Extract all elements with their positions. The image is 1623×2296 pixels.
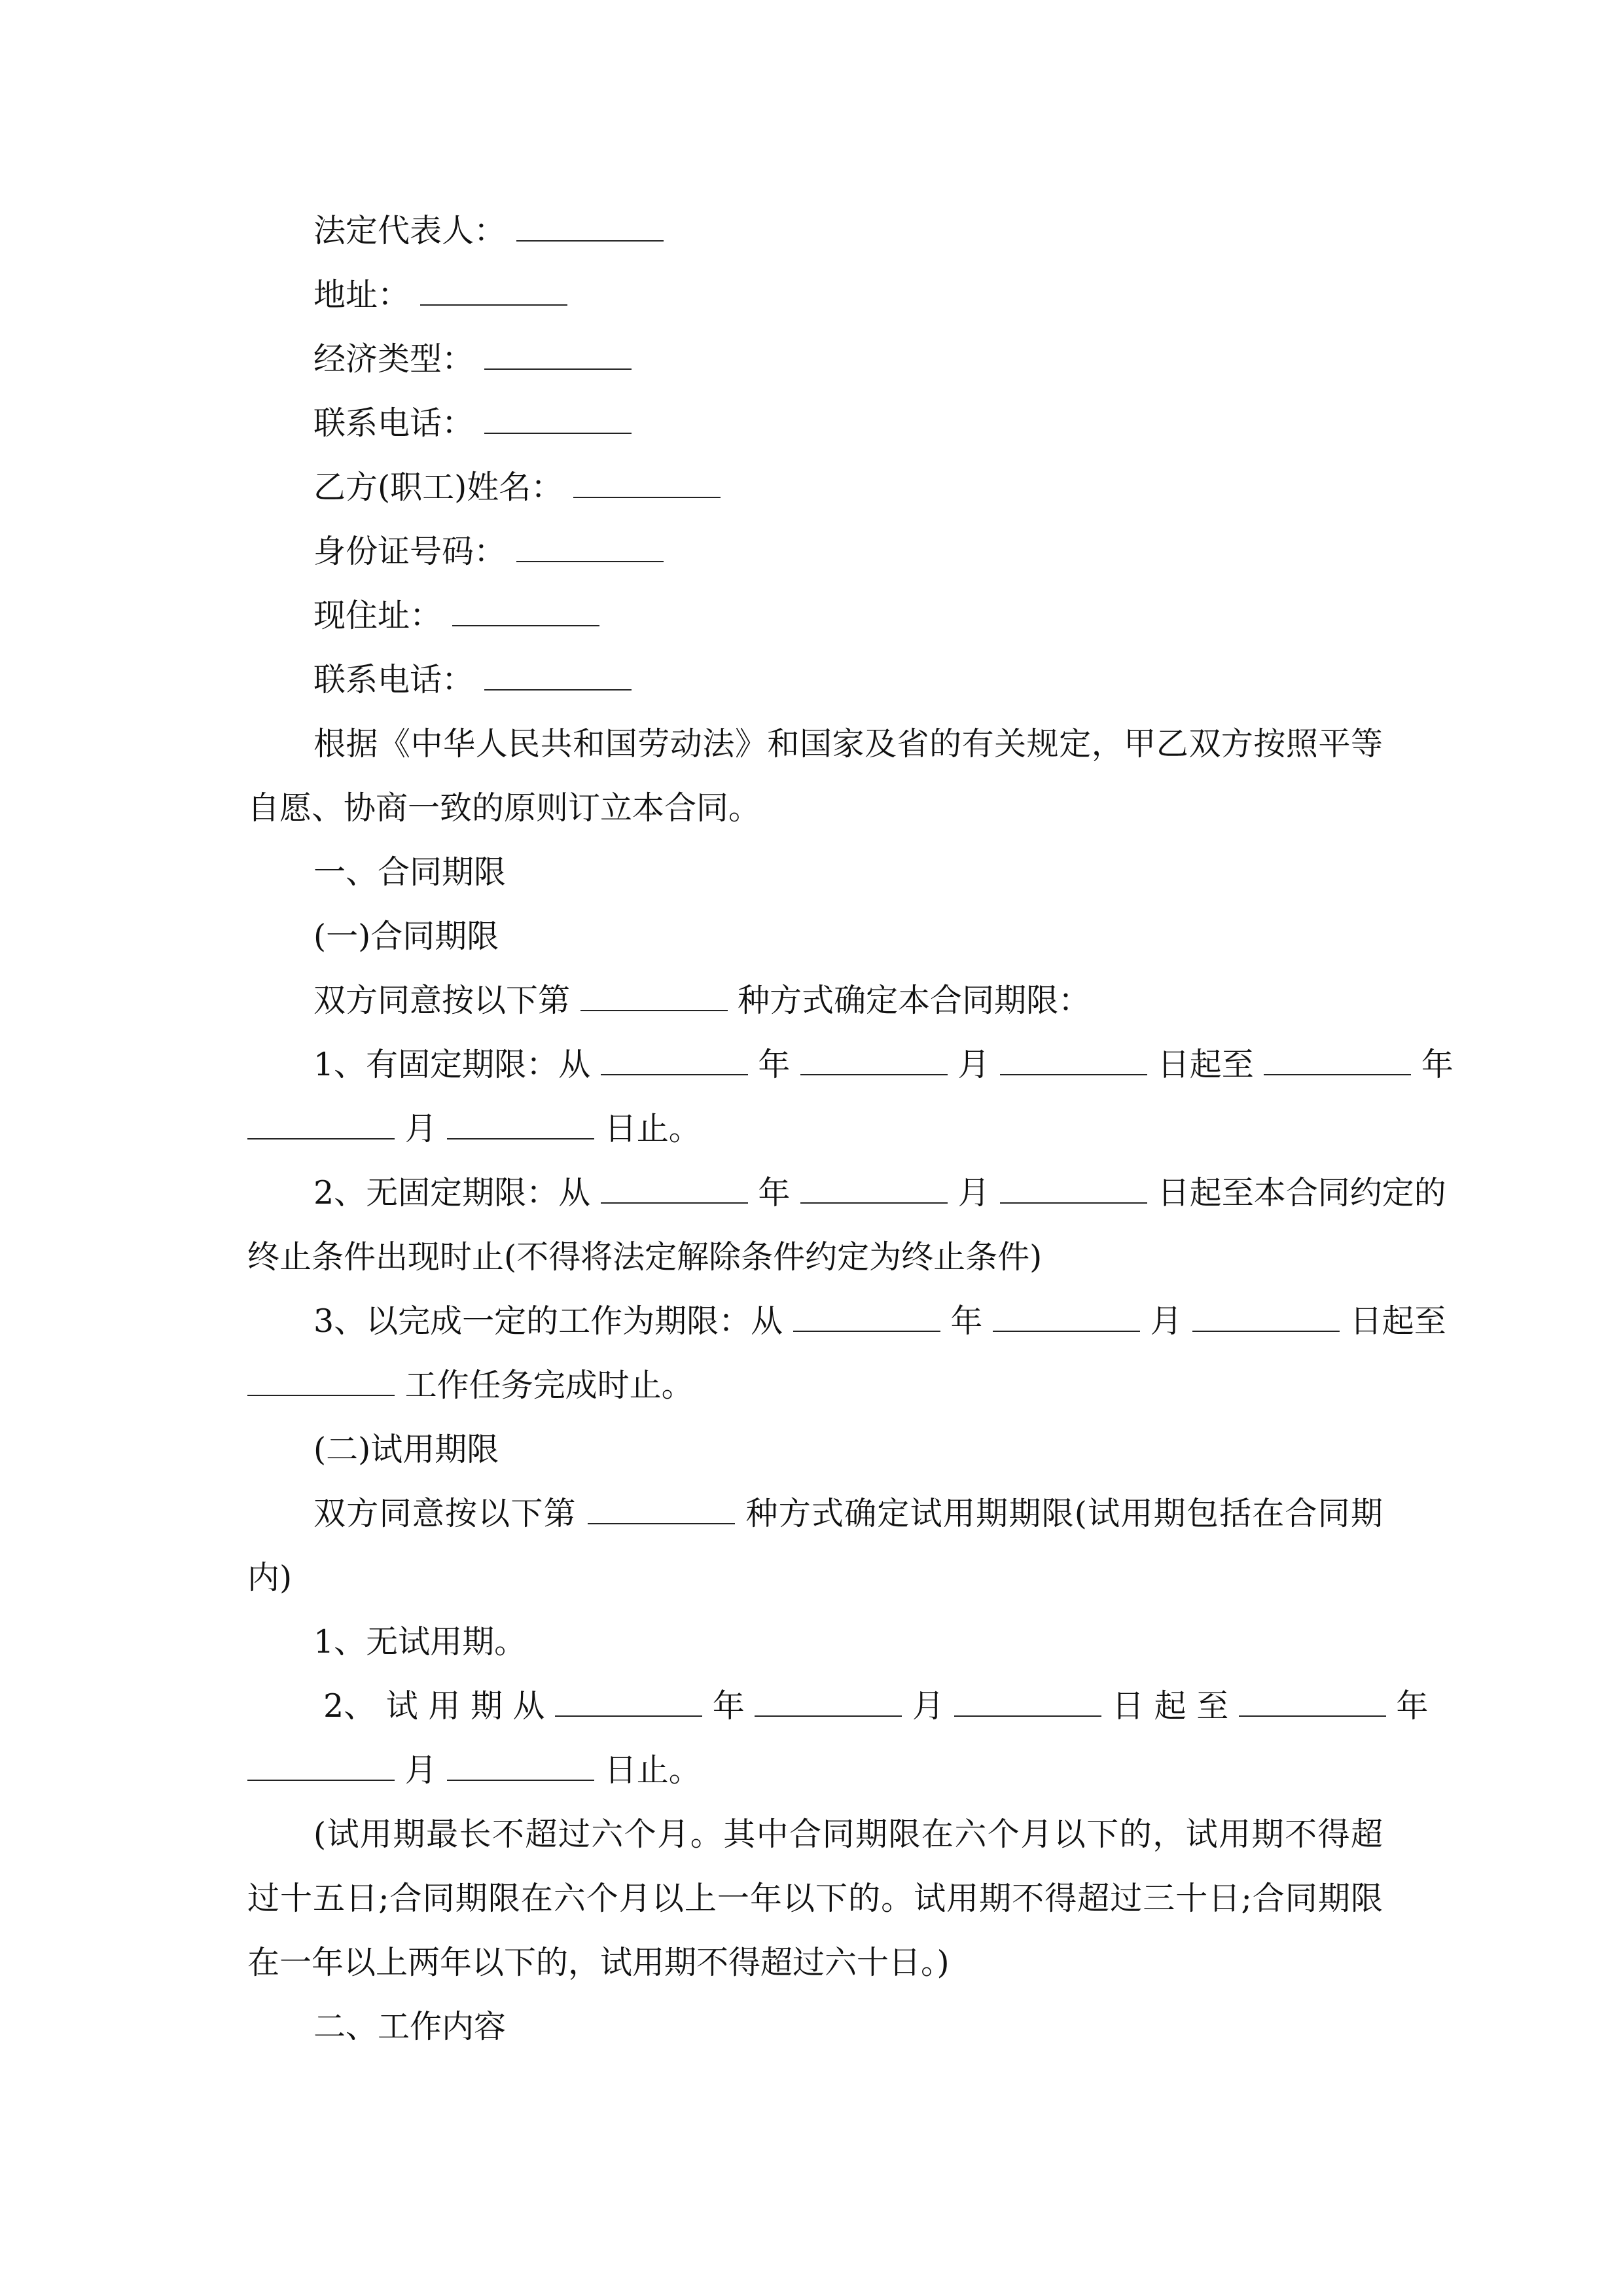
line-text: 年 xyxy=(1421,1046,1454,1083)
line-text: 工作任务完成时止。 xyxy=(404,1367,694,1404)
document-line xyxy=(247,776,1383,840)
document-line xyxy=(247,1225,1383,1289)
line-text: 日起至本合同约定的 xyxy=(1157,1174,1446,1211)
line-text: 联系电话： xyxy=(313,661,474,698)
fill-in-blank[interactable] xyxy=(601,1174,748,1204)
line-text: 月 xyxy=(912,1687,944,1725)
document-line xyxy=(247,1161,1446,1225)
line-text: 年 xyxy=(712,1687,745,1725)
document-line xyxy=(247,905,1383,969)
document-line xyxy=(247,1931,1383,1995)
line-text: 日起至 xyxy=(1157,1046,1254,1083)
fill-in-blank[interactable] xyxy=(555,1687,702,1717)
line-text: 日起至 xyxy=(1349,1302,1446,1340)
line-text: 地址： xyxy=(313,276,410,314)
fill-in-blank[interactable] xyxy=(993,1302,1140,1332)
fill-in-blank[interactable] xyxy=(800,1045,948,1075)
line-text: 种方式确定本合同期限： xyxy=(738,982,1091,1019)
line-text: (二)试用期限 xyxy=(313,1431,499,1468)
fill-in-blank[interactable] xyxy=(1192,1302,1340,1332)
line-text: 试 xyxy=(385,1687,418,1725)
fill-in-blank[interactable] xyxy=(484,340,632,370)
fill-in-blank[interactable] xyxy=(247,1109,395,1139)
fill-in-blank[interactable] xyxy=(1000,1045,1147,1075)
document-line xyxy=(247,648,1383,712)
fill-in-blank[interactable] xyxy=(1239,1687,1386,1717)
fill-in-blank[interactable] xyxy=(420,276,567,306)
fill-in-blank[interactable] xyxy=(447,1751,594,1781)
document-line xyxy=(247,584,1383,648)
document-line xyxy=(247,712,1383,776)
line-text: 2、无固定期限：从 xyxy=(313,1174,591,1211)
line-text: 从 xyxy=(512,1687,545,1725)
fill-in-blank[interactable] xyxy=(516,211,664,242)
line-text: 法定代表人： xyxy=(313,212,507,249)
document-line xyxy=(247,327,1383,391)
line-text: 2、 xyxy=(323,1687,376,1725)
line-text: 根据《中华人民共和国劳动法》和国家及省的有关规定，甲乙双方按照平等 xyxy=(313,725,1383,762)
fill-in-blank[interactable] xyxy=(516,532,664,562)
document-line xyxy=(247,1354,1383,1418)
line-text: 年 xyxy=(758,1046,791,1083)
line-text: 种方式确定试用期期限(试用期包括在合同期 xyxy=(745,1495,1383,1532)
line-text: 双方同意按以下第 xyxy=(313,1495,577,1532)
line-text: 日 xyxy=(1112,1687,1145,1725)
line-text: 月 xyxy=(1150,1302,1183,1340)
line-text: 内) xyxy=(247,1559,293,1596)
document-line xyxy=(247,1995,1383,2059)
document-line xyxy=(247,456,1383,520)
fill-in-blank[interactable] xyxy=(755,1687,902,1717)
document-line xyxy=(247,263,1383,327)
line-text: 日止。 xyxy=(604,1751,701,1789)
document-line xyxy=(247,1418,1383,1482)
line-text: 月 xyxy=(957,1174,990,1211)
line-text: 终止条件出现时止(不得将法定解除条件约定为终止条件) xyxy=(247,1238,1043,1276)
fill-in-blank[interactable] xyxy=(800,1174,948,1204)
document-line xyxy=(247,1097,1383,1161)
line-text: 双方同意按以下第 xyxy=(313,982,571,1019)
fill-in-blank[interactable] xyxy=(954,1687,1101,1717)
fill-in-blank[interactable] xyxy=(247,1366,395,1396)
fill-in-blank[interactable] xyxy=(484,404,632,434)
fill-in-blank[interactable] xyxy=(452,596,599,626)
line-text: 月 xyxy=(404,1110,437,1147)
line-text: 用 xyxy=(428,1687,461,1725)
line-text: 自愿、协商一致的原则订立本合同。 xyxy=(247,789,761,827)
fill-in-blank[interactable] xyxy=(580,981,728,1011)
document-line xyxy=(247,520,1383,584)
line-text: 月 xyxy=(404,1751,437,1789)
line-text: 3、以完成一定的工作为期限：从 xyxy=(313,1302,783,1340)
fill-in-blank[interactable] xyxy=(447,1109,594,1139)
document-line xyxy=(247,969,1383,1033)
line-text: 乙方(职工)姓名： xyxy=(313,469,563,506)
line-text: 至 xyxy=(1196,1687,1229,1725)
line-text: 现住址： xyxy=(313,597,442,634)
contract-page xyxy=(247,199,1454,2059)
document-line xyxy=(247,840,1383,905)
document-line xyxy=(247,1546,1383,1610)
line-text: 年 xyxy=(758,1174,791,1211)
line-text: 身份证号码： xyxy=(313,533,507,570)
document-line xyxy=(247,1803,1383,1867)
document-line xyxy=(247,1033,1454,1097)
fill-in-blank[interactable] xyxy=(484,660,632,691)
line-text: 起 xyxy=(1154,1687,1186,1725)
line-text: 二、工作内容 xyxy=(313,2008,507,2045)
fill-in-blank[interactable] xyxy=(588,1494,735,1524)
fill-in-blank[interactable] xyxy=(601,1045,748,1075)
document-line xyxy=(247,199,1383,263)
line-text: 年 xyxy=(950,1302,983,1340)
line-text: 年 xyxy=(1396,1687,1429,1725)
document-line xyxy=(247,1610,1383,1674)
line-text: 期 xyxy=(470,1687,503,1725)
line-text: 联系电话： xyxy=(313,404,474,442)
document-line xyxy=(247,1482,1383,1546)
line-text: 经济类型： xyxy=(313,340,474,378)
fill-in-blank[interactable] xyxy=(573,468,721,498)
fill-in-blank[interactable] xyxy=(247,1751,395,1781)
line-text: (试用期最长不超过六个月。其中合同期限在六个月以下的，试用期不得超 xyxy=(313,1816,1383,1853)
line-text: 日止。 xyxy=(604,1110,701,1147)
line-text: 1、有固定期限：从 xyxy=(313,1046,591,1083)
fill-in-blank[interactable] xyxy=(1000,1174,1147,1204)
line-text: 1、无试用期。 xyxy=(313,1623,527,1660)
line-text: 过十五日;合同期限在六个月以上一年以下的。试用期不得超过三十日;合同期限 xyxy=(247,1880,1383,1917)
document-line xyxy=(247,1289,1446,1354)
document-line xyxy=(247,391,1383,456)
fill-in-blank[interactable] xyxy=(1264,1045,1411,1075)
line-text: (一)合同期限 xyxy=(313,918,499,955)
document-line xyxy=(247,1867,1383,1931)
document-line xyxy=(247,1738,1383,1803)
document-line xyxy=(247,1674,1429,1738)
line-text: 一、合同期限 xyxy=(313,853,507,891)
line-text: 月 xyxy=(957,1046,990,1083)
fill-in-blank[interactable] xyxy=(793,1302,940,1332)
line-text: 在一年以上两年以下的，试用期不得超过六十日。) xyxy=(247,1944,950,1981)
